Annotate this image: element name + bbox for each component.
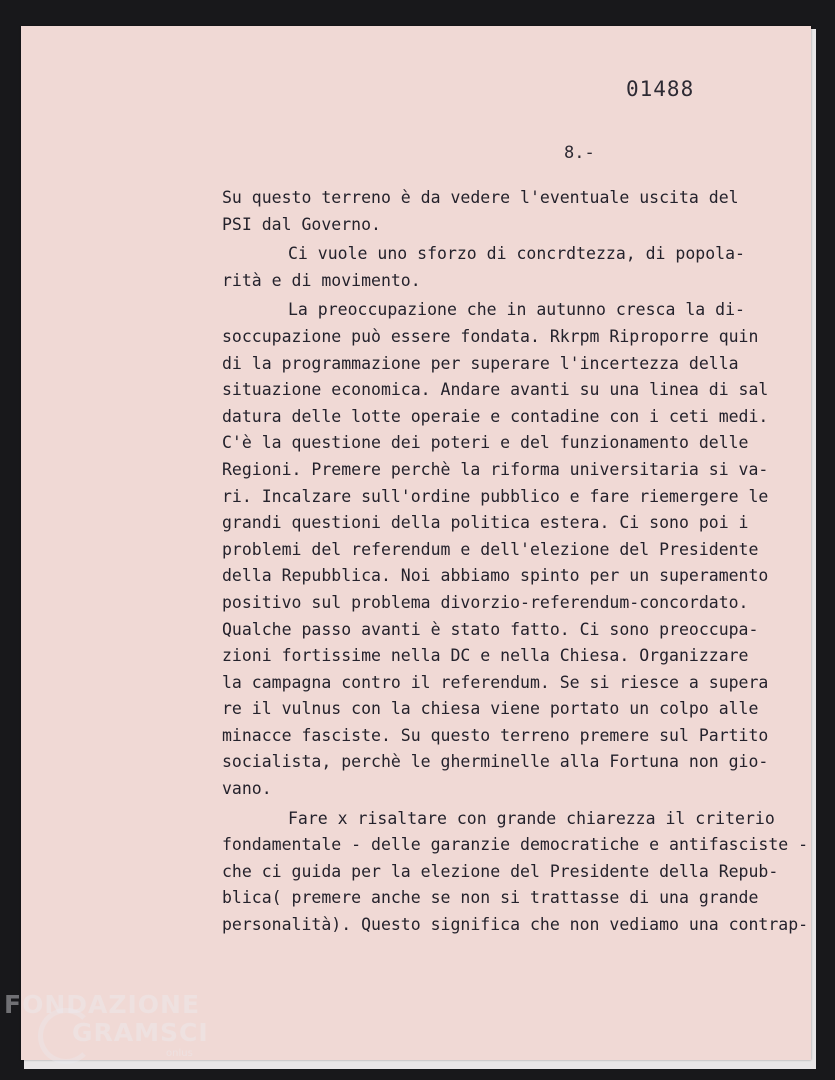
- text-line: ri. Incalzare sull'ordine pubblico e fare riemergere le: [222, 486, 769, 506]
- text-line: la campagna contro il referendum. Se si riesce a supera: [222, 672, 769, 692]
- text-line: problemi del referendum e dell'elezione del Presidente: [222, 539, 759, 559]
- archive-number: 01488: [626, 77, 695, 101]
- text-line: zioni fortissime nella DC e nella Chiesa. Organizzare: [222, 646, 749, 666]
- watermark-line-1: FONDAZIONE: [4, 990, 201, 1019]
- text-line: positivo sul problema divorzio-referendum-concordato.: [222, 592, 749, 612]
- text-line: rità e di movimento.: [222, 270, 421, 290]
- text-line: di la programmazione per superare l'incertezza della: [222, 353, 739, 373]
- text-line: re il vulnus con la chiesa viene portato un colpo alle: [222, 699, 759, 719]
- text-line: C'è la questione dei poteri e del funzionamento delle: [222, 433, 749, 453]
- watermark-line-3: onlus: [166, 1048, 193, 1059]
- text-line: minacce fasciste. Su questo terreno premere sul Partito: [222, 725, 769, 745]
- text-line: che ci guida per la elezione del Presidente della Repub-: [222, 861, 779, 881]
- text-line: personalità). Questo significa che non vediamo una contrap-: [222, 915, 809, 935]
- text-line: La preoccupazione che in autunno cresca la di-: [288, 300, 745, 320]
- text-line: blica( premere anche se non si trattasse di una grande: [222, 888, 759, 908]
- text-line: grandi questioni della politica estera. Ci sono poi i: [222, 513, 749, 533]
- text-line: situazione economica. Andare avanti su una linea di sal: [222, 380, 769, 400]
- text-line: Qualche passo avanti è stato fatto. Ci sono preoccupa-: [222, 619, 759, 639]
- text-line: della Repubblica. Noi abbiamo spinto per un superamento: [222, 566, 769, 586]
- text-line: Regioni. Premere perchè la riforma universitaria si va-: [222, 459, 769, 479]
- text-line: socialista, perchè le gherminelle alla Fortuna non gio-: [222, 752, 769, 772]
- page-index: 8.-: [564, 143, 595, 163]
- text-line: datura delle lotte operaie e contadine con i ceti medi.: [222, 406, 769, 426]
- text-line: vano.: [222, 779, 272, 799]
- text-line: fondamentale - delle garanzie democratiche e antifasciste -: [222, 835, 809, 855]
- text-line: Su questo terreno è da vedere l'eventuale uscita del: [222, 188, 739, 207]
- document-body: [222, 185, 809, 939]
- watermark-line-2: GRAMSCI: [72, 1018, 209, 1047]
- fondazione-gramsci-watermark: [4, 990, 264, 1075]
- text-line: PSI dal Governo.: [222, 214, 381, 234]
- text-line: Fare x risaltare con grande chiarezza il criterio: [288, 808, 775, 828]
- text-line: soccupazione può essere fondata. Rkrpm Riproporre quin: [222, 326, 759, 346]
- text-line: Ci vuole uno sforzo di concrdtezza, di popola-: [288, 244, 745, 264]
